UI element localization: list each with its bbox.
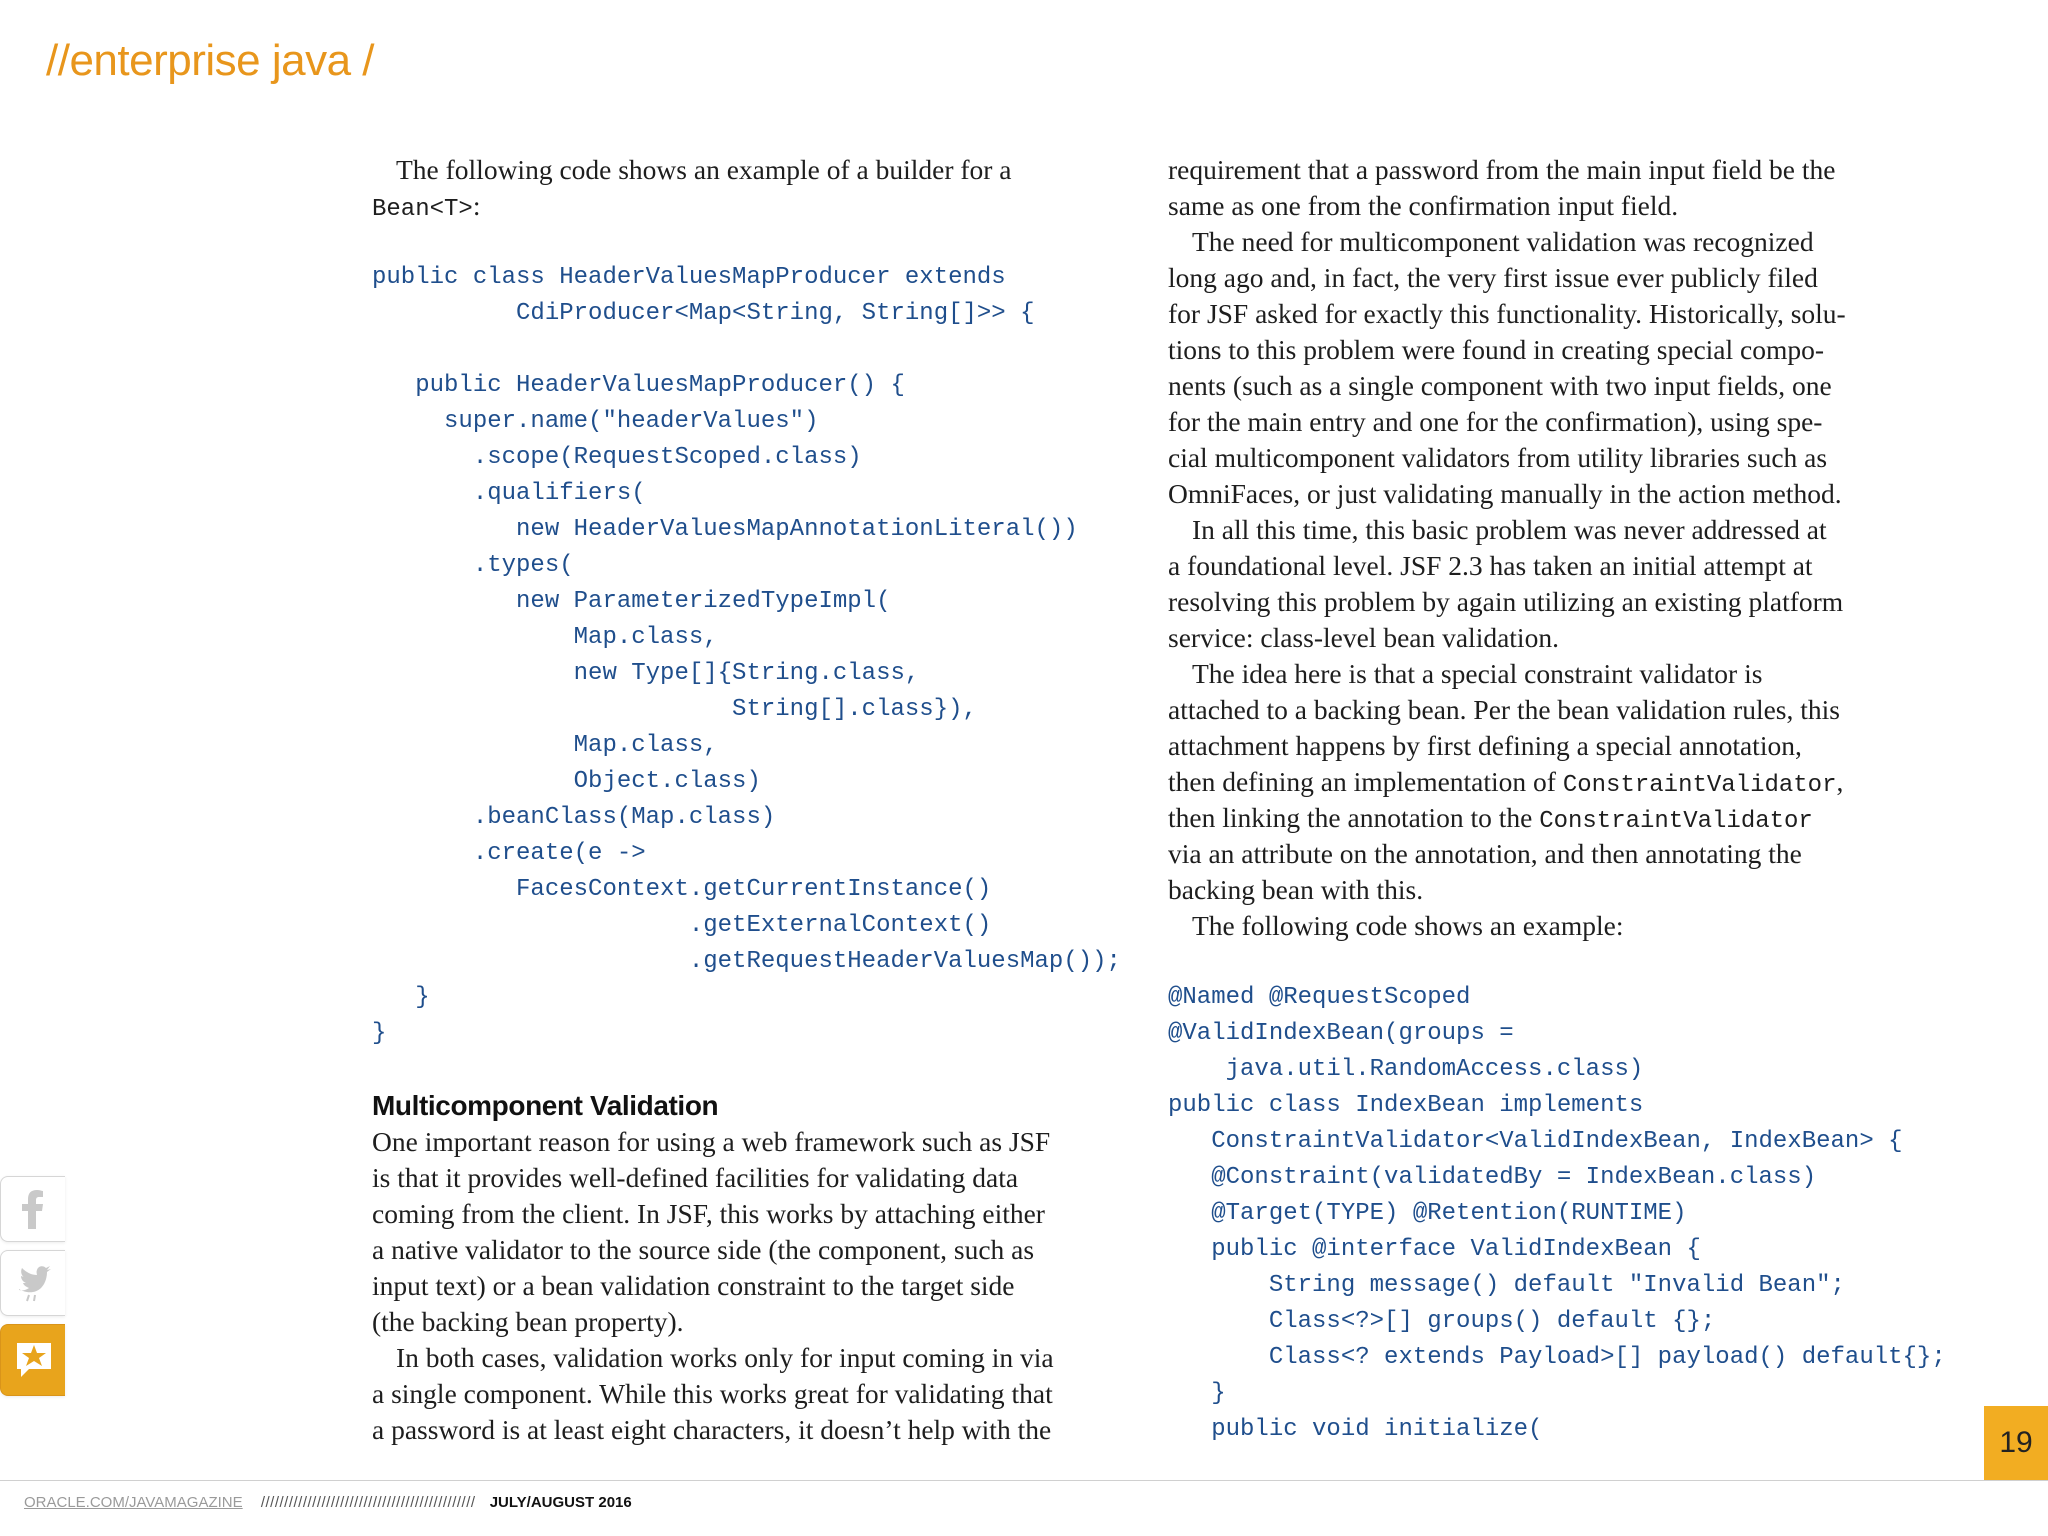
code-line: Object.class) xyxy=(372,768,761,795)
text-line: resolving this problem by again utilizing an existing platform xyxy=(1168,586,1844,617)
twitter-share-button[interactable] xyxy=(0,1250,65,1316)
text-line: requirement that a password from the main input field be the xyxy=(1168,154,1836,185)
code-line: public @interface ValidIndexBean { xyxy=(1168,1236,1701,1263)
text-line: is that it provides well-defined facilities for validating data xyxy=(372,1162,1019,1193)
inline-code: ConstraintValidator xyxy=(1562,772,1837,799)
text-line: The idea here is that a special constraint validator is xyxy=(1192,658,1763,689)
paragraph xyxy=(1168,908,1928,944)
text-line: attachment happens by first defining a special annotation, xyxy=(1168,730,1802,761)
code-line: String[].class}), xyxy=(372,696,977,723)
text-line xyxy=(1168,800,1928,836)
code-line: public class IndexBean implements xyxy=(1168,1092,1644,1119)
twitter-bird-icon xyxy=(15,1263,53,1303)
code-line: new HeaderValuesMapAnnotationLiteral()) xyxy=(372,516,1078,543)
paragraph xyxy=(1168,512,1928,656)
text-line: OmniFaces, or just validating manually in the action method. xyxy=(1168,478,1842,509)
code-line: public class HeaderValuesMapProducer extends xyxy=(372,264,1006,291)
text-line: The following code shows an example: xyxy=(1192,910,1624,941)
text-fragment: : xyxy=(472,190,481,221)
text-line: same as one from the confirmation input field. xyxy=(1168,190,1679,221)
text-line: a foundational level. JSF 2.3 has taken an initial attempt at xyxy=(1168,550,1813,581)
code-line: .getExternalContext() xyxy=(372,912,992,939)
code-block-producer xyxy=(372,260,1132,1052)
code-line: .create(e -> xyxy=(372,840,646,867)
text-line: attached to a backing bean. Per the bean validation rules, this xyxy=(1168,694,1840,725)
mail-star-icon xyxy=(15,1337,53,1381)
code-line: Class<? extends Payload>[] payload() default{}; xyxy=(1168,1344,1946,1371)
facebook-share-button[interactable] xyxy=(0,1176,65,1242)
footer-divider xyxy=(0,1480,2048,1481)
code-line xyxy=(372,332,1132,368)
text-line: service: class-level bean validation. xyxy=(1168,622,1559,653)
text-line: tions to this problem were found in creating special compo- xyxy=(1168,334,1825,365)
paragraph xyxy=(1168,152,1928,224)
code-line: public void initialize( xyxy=(1168,1416,1543,1443)
left-intro xyxy=(372,152,1132,224)
left-column xyxy=(372,152,1132,1448)
code-line: java.util.RandomAccess.class) xyxy=(1168,1056,1644,1083)
code-line: .types( xyxy=(372,552,574,579)
code-line: @ValidIndexBean(groups = xyxy=(1168,1020,1514,1047)
text-line: input text) or a bean validation constraint to the target side xyxy=(372,1270,1015,1301)
code-line: } xyxy=(372,984,430,1011)
text-line: The need for multicomponent validation was recognized xyxy=(1192,226,1814,257)
code-line: public HeaderValuesMapProducer() { xyxy=(372,372,905,399)
text-line xyxy=(372,188,1132,224)
code-line: new ParameterizedTypeImpl( xyxy=(372,588,891,615)
code-line: String message() default "Invalid Bean"; xyxy=(1168,1272,1845,1299)
code-block-validator xyxy=(1168,980,1946,1448)
code-line: @Named @RequestScoped xyxy=(1168,984,1471,1011)
paragraph xyxy=(1168,656,1928,908)
code-line: @Target(TYPE) @Retention(RUNTIME) xyxy=(1168,1200,1687,1227)
text-line: a password is at least eight characters, it doesn’t help with the xyxy=(372,1414,1052,1445)
text-fragment: then linking the annotation to the xyxy=(1168,802,1540,833)
code-line: Map.class, xyxy=(372,732,718,759)
code-line: ConstraintValidator<ValidIndexBean, IndexBean> { xyxy=(1168,1128,1903,1155)
footer-issue: JULY/AUGUST 2016 xyxy=(489,1494,632,1511)
text-line: In both cases, validation works only for input coming in via xyxy=(396,1342,1054,1373)
code-line: new Type[]{String.class, xyxy=(372,660,920,687)
email-share-button[interactable] xyxy=(0,1324,65,1396)
code-line: super.name("headerValues") xyxy=(372,408,819,435)
text-line: backing bean with this. xyxy=(1168,874,1424,905)
right-column xyxy=(1168,152,1946,1448)
facebook-icon xyxy=(15,1189,51,1229)
code-line: } xyxy=(372,1020,387,1047)
text-fragment: then defining an implementation of xyxy=(1168,766,1563,797)
inline-code: ConstraintValidator xyxy=(1539,808,1813,835)
text-line: a single component. While this works great for validating that xyxy=(372,1378,1053,1409)
text-line: for the main entry and one for the confirmation), using spe- xyxy=(1168,406,1823,437)
text-line: In all this time, this basic problem was never addressed at xyxy=(1192,514,1827,545)
code-line: FacesContext.getCurrentInstance() xyxy=(372,876,992,903)
text-line: (the backing bean property). xyxy=(372,1306,684,1337)
text-line xyxy=(1168,764,1928,800)
footer xyxy=(24,1494,632,1511)
code-line: Class<?>[] groups() default {}; xyxy=(1168,1308,1716,1335)
text-line: coming from the client. In JSF, this works by attaching either xyxy=(372,1198,1045,1229)
section-heading: Multicomponent Validation xyxy=(372,1090,719,1121)
code-line: .getRequestHeaderValuesMap()); xyxy=(372,948,1121,975)
page-number: 19 xyxy=(1984,1406,2048,1480)
text-line: a native validator to the source side (the component, such as xyxy=(372,1234,1035,1265)
text-fragment: , xyxy=(1836,766,1844,797)
footer-site-link[interactable]: ORACLE.COM/JAVAMAGAZINE xyxy=(24,1494,243,1511)
text-line: One important reason for using a web framework such as JSF xyxy=(372,1126,1051,1157)
code-line: .beanClass(Map.class) xyxy=(372,804,776,831)
text-line: long ago and, in fact, the very first issue ever publicly filed xyxy=(1168,262,1818,293)
inline-code: Bean<T> xyxy=(372,196,473,223)
text-line: via an attribute on the annotation, and then annotating the xyxy=(1168,838,1802,869)
text-line: The following code shows an example of a builder for a xyxy=(396,154,1012,185)
paragraph xyxy=(372,1340,1132,1448)
text-line: for JSF asked for exactly this functionality. Historically, solu- xyxy=(1168,298,1846,329)
footer-slashes: ////////////////////////////////////////////// xyxy=(260,1494,476,1511)
code-line: Map.class, xyxy=(372,624,718,651)
code-line: .scope(RequestScoped.class) xyxy=(372,444,862,471)
paragraph xyxy=(1168,224,1928,512)
text-line: nents (such as a single component with two input fields, one xyxy=(1168,370,1832,401)
code-line: .qualifiers( xyxy=(372,480,646,507)
code-line: } xyxy=(1168,1380,1226,1407)
text-line: cial multicomponent validators from utility libraries such as xyxy=(1168,442,1828,473)
section-title: //enterprise java / xyxy=(46,36,374,85)
code-line: @Constraint(validatedBy = IndexBean.class) xyxy=(1168,1164,1817,1191)
code-line: CdiProducer<Map<String, String[]>> { xyxy=(372,300,1035,327)
paragraph xyxy=(372,1124,1132,1340)
